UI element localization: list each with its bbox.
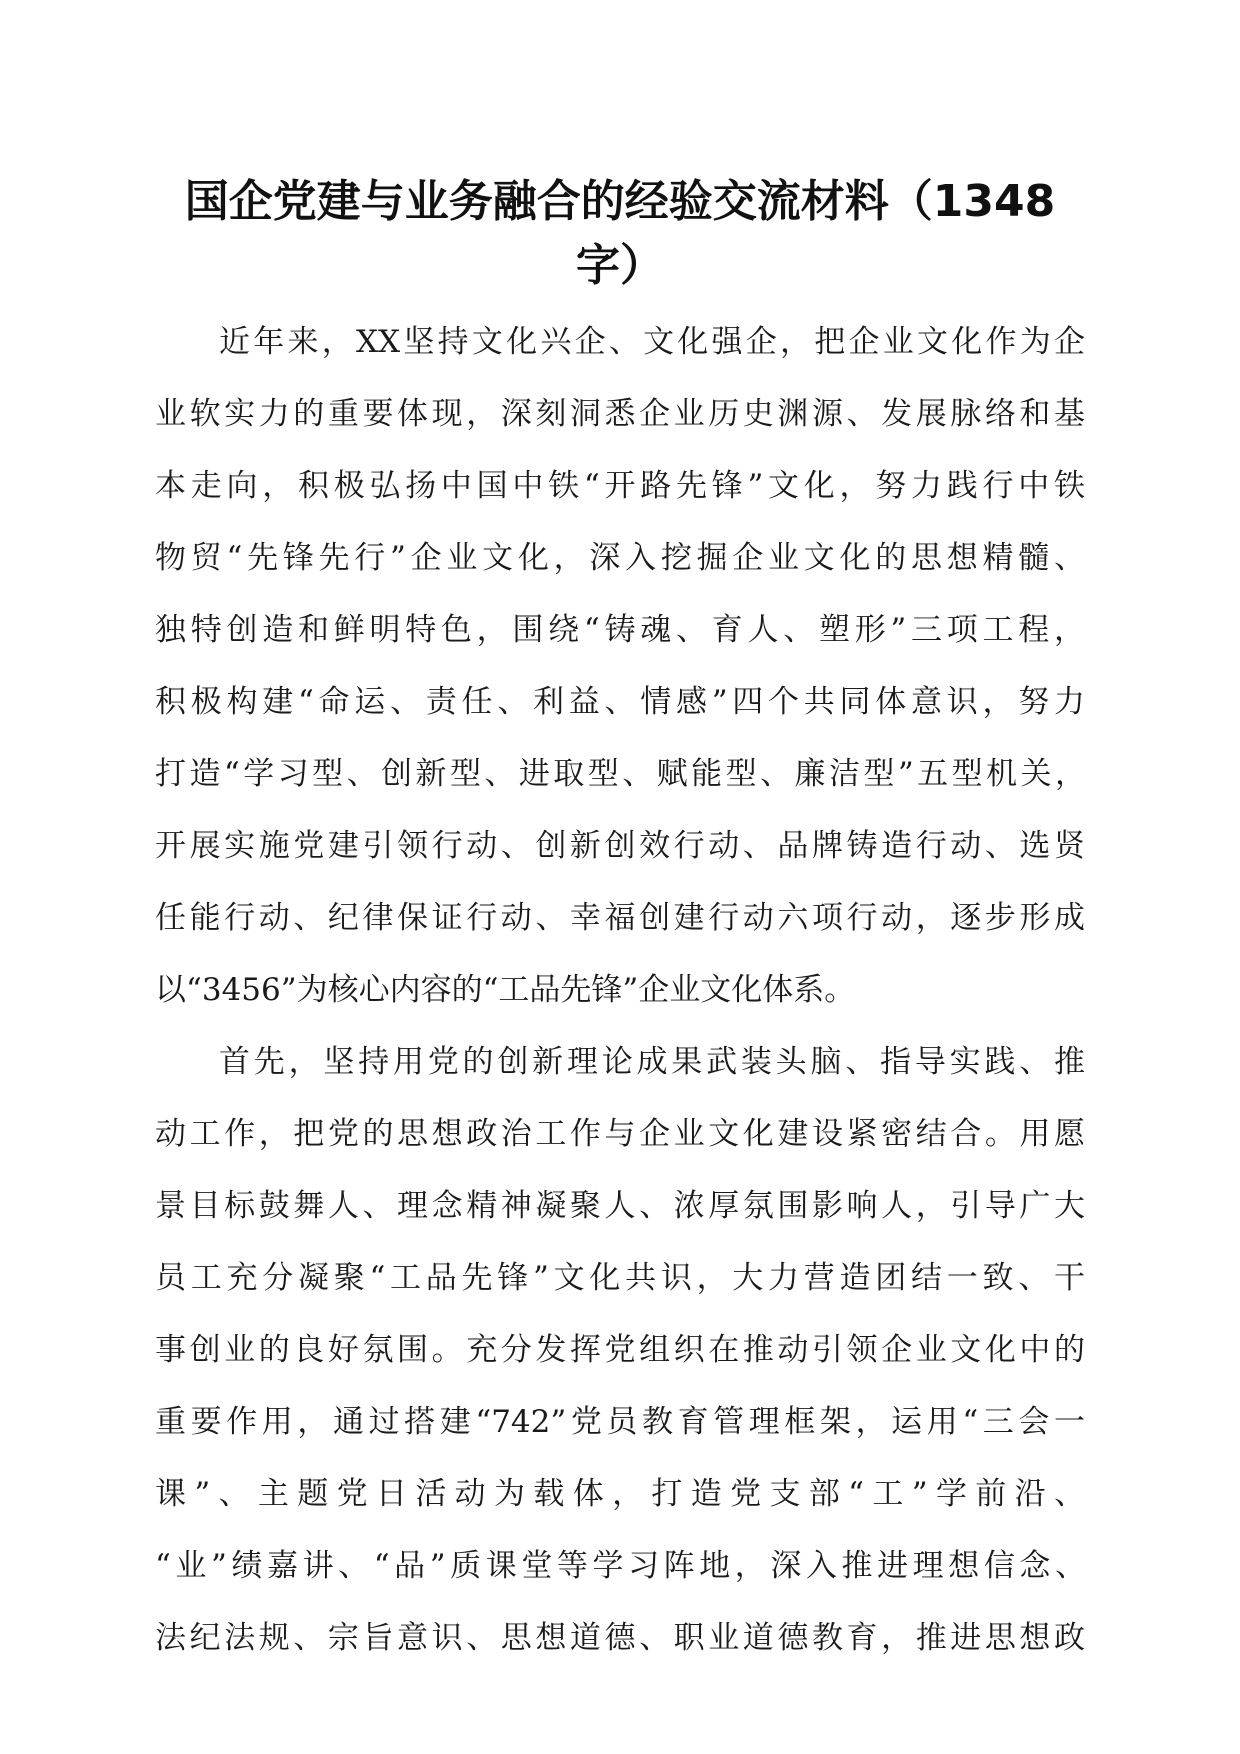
text-line: 近年来，XX坚持文化兴企、文化强企，把企业文化作为企	[219, 324, 1085, 360]
text-line: 独特创造和鲜明特色，围绕“铸魂、育人、塑形”三项工程，	[155, 612, 1085, 648]
text-line: 动工作，把党的思想政治工作与企业文化建设紧密结合。用愿	[155, 1116, 1085, 1152]
text-line: 本走向，积极弘扬中国中铁“开路先锋”文化，努力践行中铁	[155, 468, 1085, 504]
text-line: 业软实力的重要体现，深刻洞悉企业历史渊源、发展脉络和基	[155, 396, 1085, 432]
text-line: 打造“学习型、创新型、进取型、赋能型、廉洁型”五型机关，	[155, 756, 1085, 792]
title-line: 国企党建与业务融合的经验交流材料（1348	[184, 176, 1056, 227]
text-line: 首先，坚持用党的创新理论成果武装头脑、指导实践、推	[219, 1044, 1085, 1080]
paragraph-1	[155, 306, 1085, 1026]
text-line: “业”绩嘉讲、“品”质课堂等学习阵地，深入推进理想信念、	[155, 1548, 1085, 1584]
text-line: 开展实施党建引领行动、创新创效行动、品牌铸造行动、选贤	[155, 828, 1085, 864]
document-title	[160, 170, 1080, 298]
title-line: 字）	[576, 240, 664, 291]
text-line: 重要作用，通过搭建“742”党员教育管理框架，运用“三会一	[155, 1404, 1085, 1440]
text-line: 员工充分凝聚“工品先锋”文化共识，大力营造团结一致、干	[155, 1260, 1085, 1296]
text-line: 景目标鼓舞人、理念精神凝聚人、浓厚氛围影响人，引导广大	[155, 1188, 1085, 1224]
text-line: 以“3456”为核心内容的“工品先锋”企业文化体系。	[155, 972, 856, 1008]
text-line: 课”、主题党日活动为载体，打造党支部“工”学前沿、	[155, 1476, 1085, 1512]
document-body	[155, 306, 1085, 1674]
text-line: 事创业的良好氛围。充分发挥党组织在推动引领企业文化中的	[155, 1332, 1085, 1368]
paragraph-2	[155, 1026, 1085, 1674]
text-line: 物贸“先锋先行”企业文化，深入挖掘企业文化的思想精髓、	[155, 540, 1085, 576]
text-line: 任能行动、纪律保证行动、幸福创建行动六项行动，逐步形成	[155, 900, 1085, 936]
text-line: 积极构建“命运、责任、利益、情感”四个共同体意识，努力	[155, 684, 1085, 720]
text-line: 法纪法规、宗旨意识、思想道德、职业道德教育，推进思想政	[155, 1620, 1085, 1656]
